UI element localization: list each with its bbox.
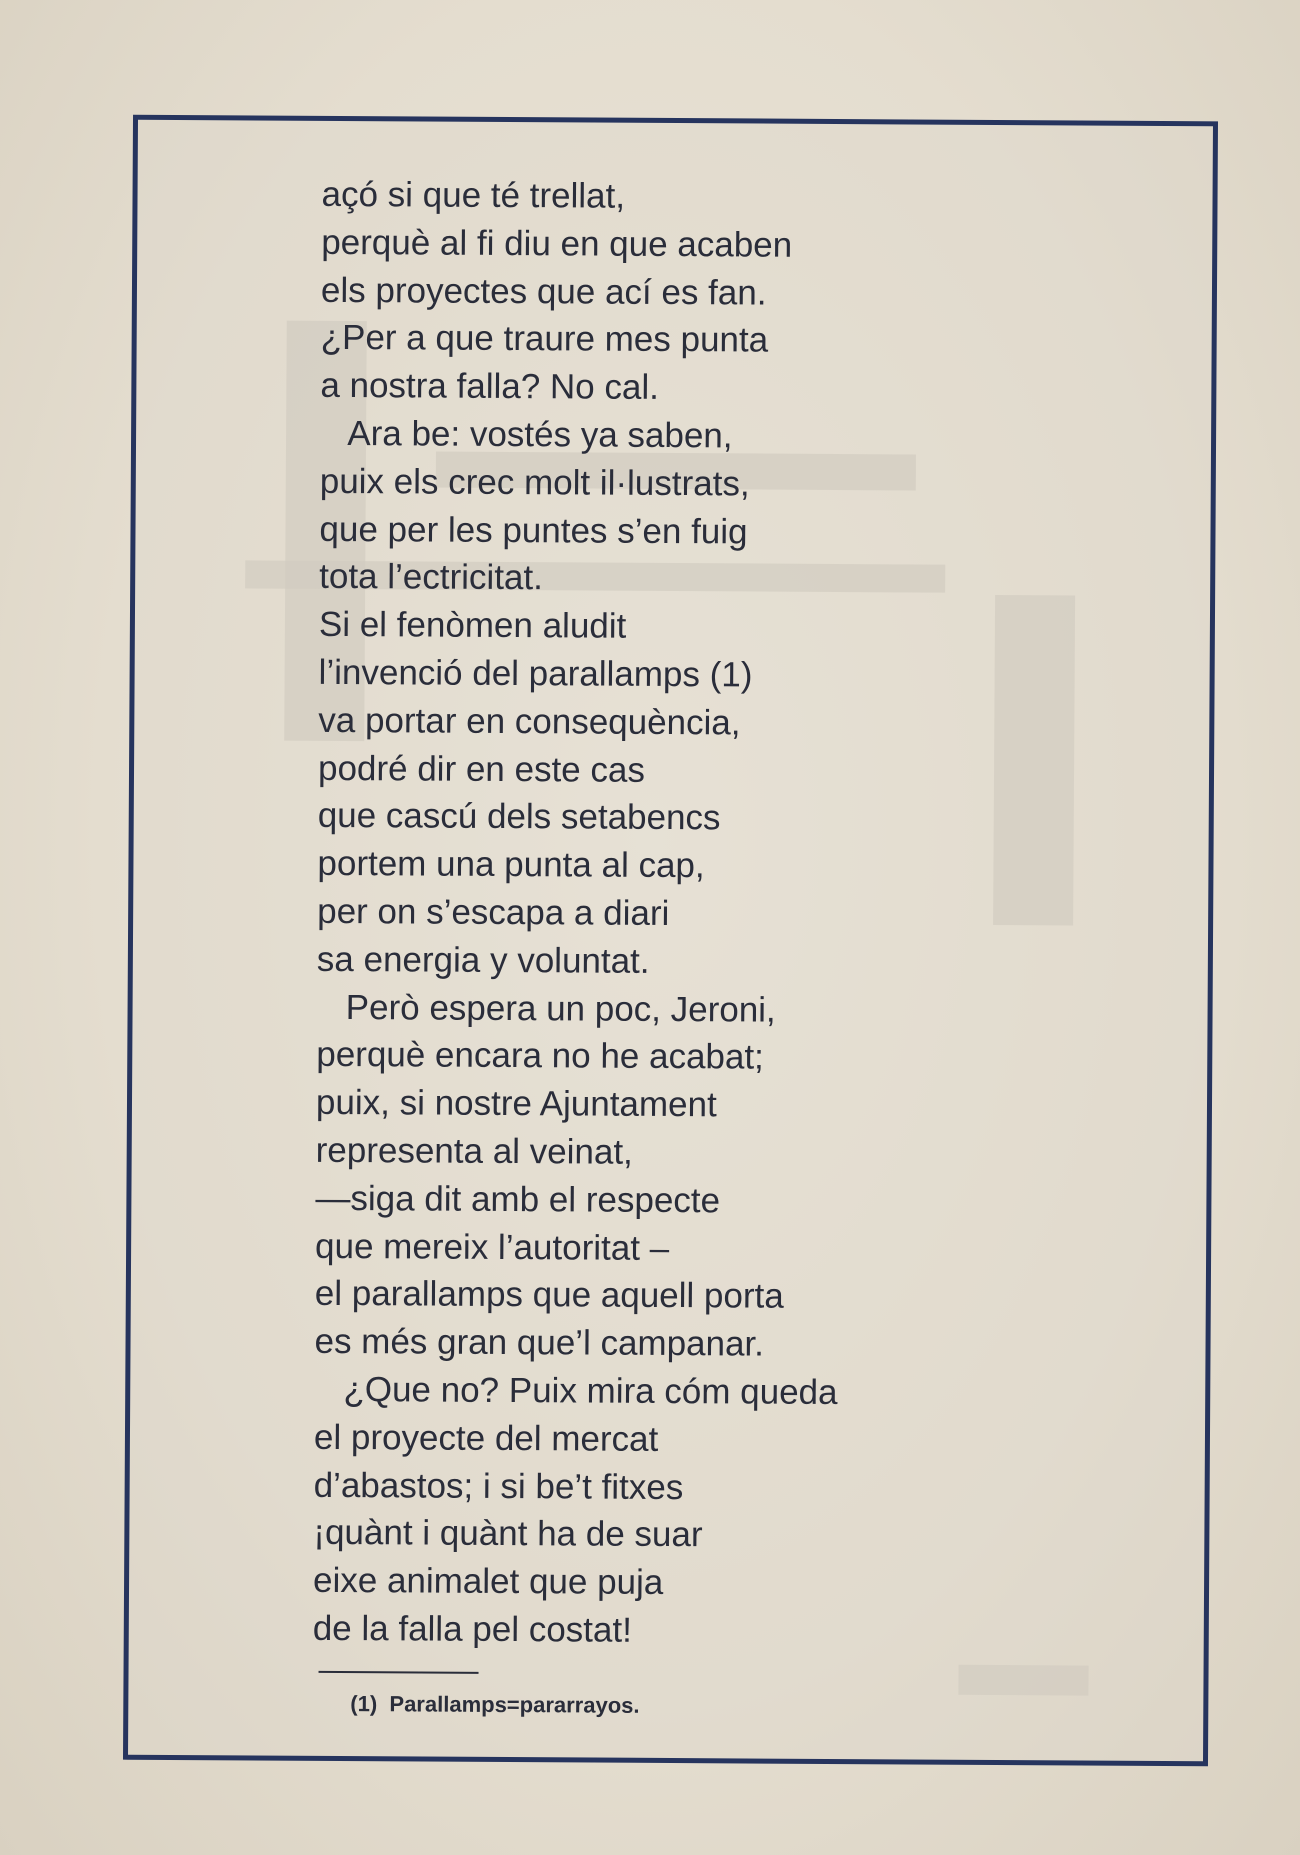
poem-line: d’abastos; i si be’t fitxes [313,1465,684,1507]
poem-line: el proyecte del mercat [313,1417,659,1459]
poem-line: va portar en consequència, [318,700,741,743]
poem-line: representa al veinat, [315,1130,633,1172]
poem-line: els proyectes que ací es fan. [320,270,767,313]
poem-line: el parallamps que aquell porta [314,1274,784,1317]
page-frame [123,115,1218,1767]
poem-line: perquè encara no he acabat; [316,1035,764,1077]
poem-line: tota l’ectricitat. [319,557,544,598]
poem-line: que per les puntes s’en fuig [319,509,748,552]
poem-line: Però espera un poc, Jeroni, [316,987,776,1030]
poem-line: per on s’escapa a diari [317,891,670,933]
poem-line: açó si que té trellat, [321,174,626,216]
poem-text [313,171,1022,1657]
poem-line: puix els crec molt il·lustrats, [319,461,750,504]
poem-line: l’invenció del parallamps (1) [318,652,753,695]
poem-line: que mereix l’autoritat – [315,1226,670,1268]
show-through-mark [958,1665,1088,1696]
poem-line: perquè al fi diu en que acaben [321,222,793,265]
poem-line: eixe animalet que puja [312,1560,664,1603]
poem-line: puix, si nostre Ajuntament [315,1082,717,1125]
poem-line: ¿Que no? Puix mira cóm queda [314,1369,838,1412]
poem-line: portem una punta al cap, [317,843,705,886]
poem-line: que cascú dels setabencs [317,796,721,838]
poem-line: ¡quànt i quànt ha de suar [313,1513,703,1555]
poem-line: podré dir en este cas [317,748,646,790]
poem-line: es més gran que’l campanar. [314,1321,765,1364]
poem-line: Ara be: vostés ya saben, [319,413,733,456]
poem-line: ¿Per a que traure mes punta [320,318,769,360]
poem-line: de la falla pel costat! [312,1608,632,1650]
footnote: (1) Parallamps=pararrayos. [350,1691,640,1718]
poem-line: —siga dit amb el respecte [315,1178,721,1221]
poem-line: a nostra falla? No cal. [320,366,660,408]
poem-line: sa energia y voluntat. [316,939,650,981]
poem-line: Si el fenòmen aludit [318,605,627,646]
